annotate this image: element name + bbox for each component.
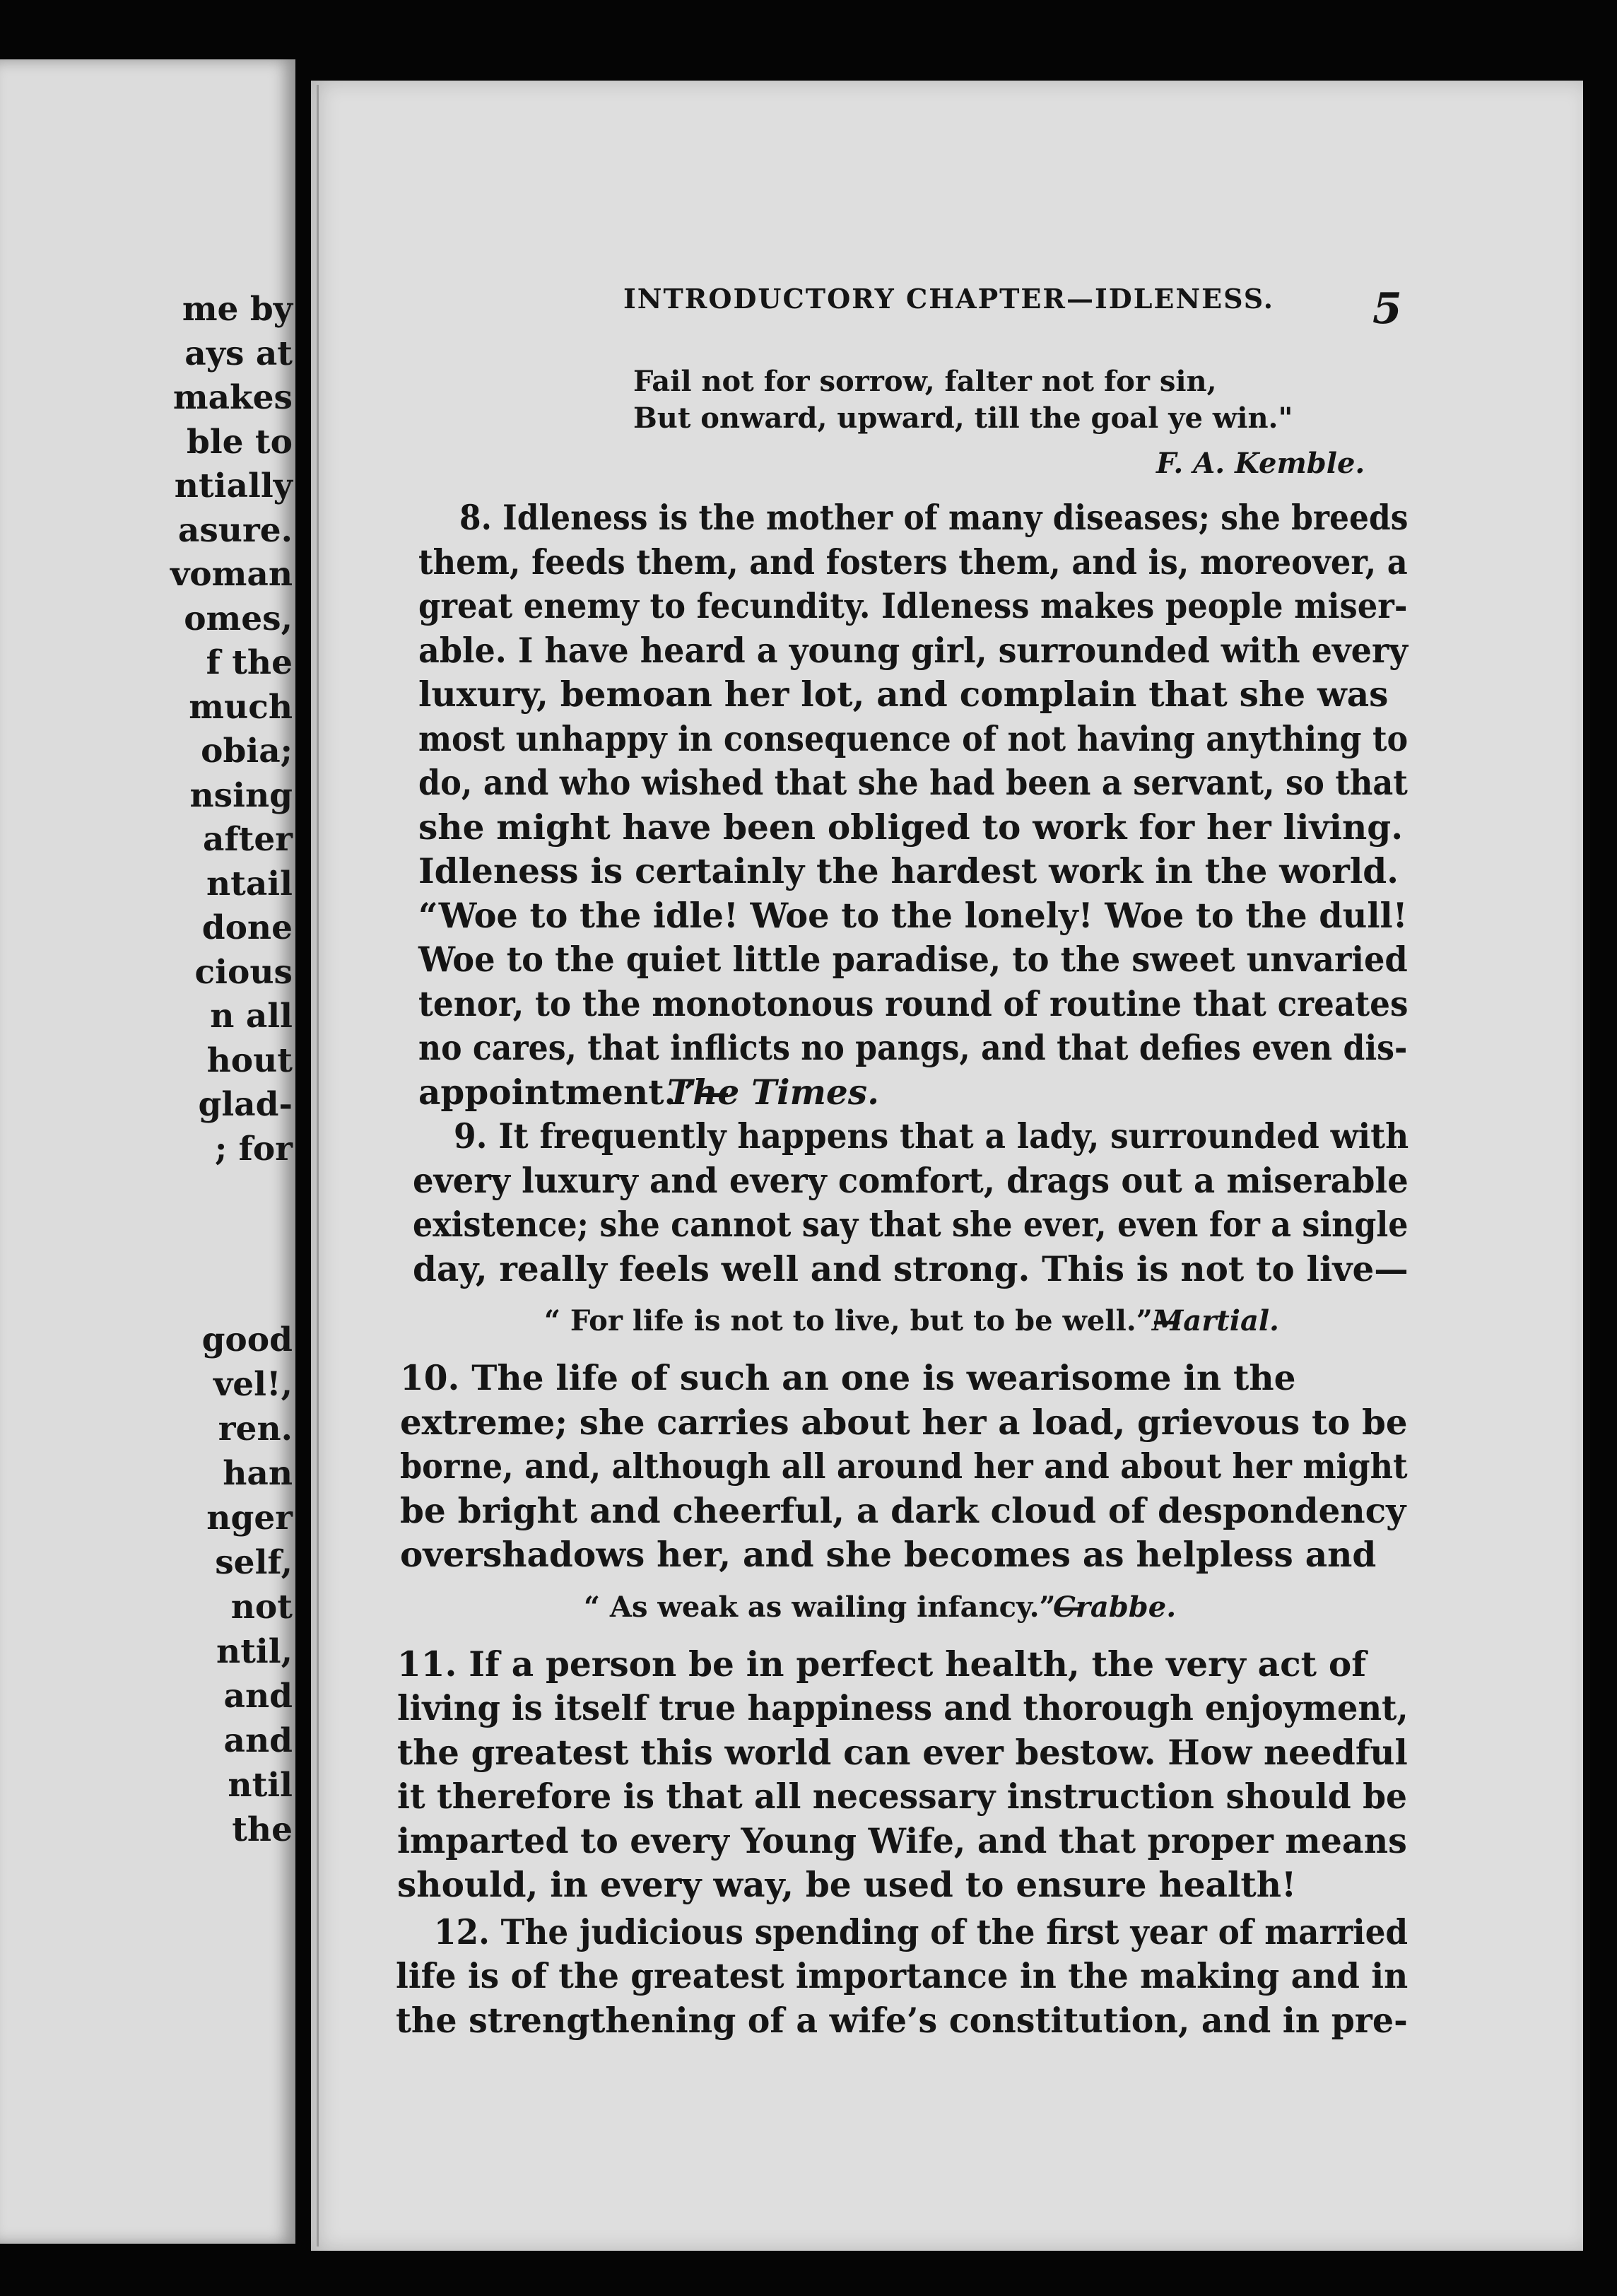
left-page-line: the <box>232 1810 293 1849</box>
paragraph-line: most unhappy in consequence of not having anything to <box>418 718 1409 759</box>
paragraph-line: tenor, to the monotonous round of routine that creates <box>418 983 1409 1024</box>
left-page-line: and <box>223 1677 293 1716</box>
left-page-line: voman <box>170 555 293 594</box>
left-page-line: han <box>223 1454 293 1493</box>
left-page-line: obia; <box>201 732 293 771</box>
paragraph-line: do, and who wished that she had been a servant, so that <box>418 763 1408 803</box>
paragraph-line: living is itself true happiness and thorough enjoyment, <box>397 1688 1409 1728</box>
paragraph-line: 8. Idleness is the mother of many diseases; she breeds <box>459 498 1409 538</box>
paragraph-line: imparted to every Young Wife, and that proper means <box>397 1820 1407 1861</box>
quote-source: Crabbe. <box>1053 1590 1177 1624</box>
left-page-line: nsing <box>189 775 293 815</box>
running-header: INTRODUCTORY CHAPTER—IDLENESS. <box>623 283 1275 315</box>
left-page-line: f the <box>206 643 293 682</box>
paragraph-line: great enemy to fecundity. Idleness makes people miser- <box>418 586 1408 626</box>
left-page-line: ; for <box>214 1129 293 1168</box>
left-page-line: ays at <box>184 334 293 373</box>
left-page-line: after <box>202 820 293 859</box>
paragraph-line: Idleness is certainly the hardest work in the world. <box>418 851 1399 891</box>
paragraph-line: Woe to the quiet little paradise, to the sweet unvaried <box>418 939 1408 980</box>
left-page-line: self, <box>215 1543 293 1582</box>
left-page-line: ren. <box>218 1410 293 1448</box>
paragraph-line: 12. The judicious spending of the first year of married <box>434 1911 1409 1952</box>
left-page-line: ntil <box>228 1766 293 1805</box>
left-page-line: makes <box>172 378 293 417</box>
quote-source: Martial. <box>1152 1304 1279 1337</box>
paragraph-line: able. I have heard a young girl, surrounded with every <box>418 630 1408 671</box>
epigraph-quote: “ As weak as wailing infancy.”— <box>584 1590 1084 1624</box>
left-page-line: nger <box>206 1499 293 1538</box>
left-page-line: good <box>201 1320 293 1359</box>
page-number: 5 <box>1372 284 1402 334</box>
quote-source: The Times. <box>667 1072 879 1113</box>
left-page-line: done <box>201 908 293 947</box>
left-page-line: ntially <box>174 467 293 505</box>
left-page-line: ntil, <box>216 1632 293 1671</box>
paragraph-line: 11. If a person be in perfect health, the very act of <box>397 1644 1367 1685</box>
left-page-line: much <box>189 687 293 727</box>
left-page-line: ntail <box>206 864 293 903</box>
paragraph-line: luxury, bemoan her lot, and complain that she was <box>418 674 1389 715</box>
paragraph-line: no cares, that inflicts no pangs, and that defies even dis- <box>418 1028 1408 1068</box>
left-page-line: cious <box>194 952 293 992</box>
poem-line: Fail not for sorrow, falter not for sin, <box>633 365 1217 398</box>
poem-attribution: F. A. Kemble. <box>1156 447 1365 480</box>
paragraph-line: overshadows her, and she becomes as helpless and <box>400 1535 1377 1575</box>
paragraph-line: the strengthening of a wife’s constitution, and in pre- <box>396 2000 1408 2041</box>
left-page-line: vel!, <box>213 1365 293 1404</box>
left-page-line: n all <box>210 997 293 1036</box>
paragraph-line: them, feeds them, and fosters them, and is, moreover, a <box>418 541 1408 582</box>
poem-line: But onward, upward, till the goal ye win." <box>633 402 1293 435</box>
paragraph-line: should, in every way, be used to ensure health! <box>397 1865 1297 1905</box>
left-page-line: me by <box>182 290 293 329</box>
left-page-line: glad- <box>198 1085 293 1124</box>
paragraph-line: extreme; she carries about her a load, grievous to be <box>400 1402 1408 1443</box>
paragraph-line: 9. It frequently happens that a lady, surrounded with <box>454 1116 1409 1156</box>
left-page-line: asure. <box>177 510 293 550</box>
paragraph-line: existence; she cannot say that she ever, even for a single <box>413 1205 1409 1245</box>
paragraph-line: 10. The life of such an one is wearisome in the <box>400 1358 1296 1398</box>
left-page-line: not <box>230 1588 293 1627</box>
epigraph-quote: “ For life is not to live, but to be well.”— <box>544 1304 1181 1337</box>
paragraph-line: “Woe to the idle! Woe to the lonely! Woe to the dull! <box>418 895 1408 936</box>
paragraph-line: borne, and, although all around her and about her might <box>400 1446 1408 1487</box>
left-page-line: ble to <box>186 422 293 462</box>
paragraph-line: it therefore is that all necessary instruction should be <box>397 1776 1408 1817</box>
paragraph-line: appointment.”— <box>418 1072 730 1113</box>
paragraph-line: day, really feels well and strong. This is not to live— <box>413 1248 1409 1289</box>
left-page-line: omes, <box>184 599 293 638</box>
paragraph-line: she might have been obliged to work for her living. <box>418 807 1404 848</box>
left-page-line: hout <box>206 1041 293 1080</box>
paragraph-line: the greatest this world can ever bestow. How needful <box>397 1732 1408 1773</box>
paragraph-line: every luxury and every comfort, drags out a miserable <box>413 1160 1409 1201</box>
paragraph-line: be bright and cheerful, a dark cloud of despondency <box>400 1490 1406 1531</box>
left-page-line: and <box>223 1721 293 1760</box>
paragraph-line: life is of the greatest importance in the making and in <box>396 1956 1409 1996</box>
left-page <box>0 59 295 2244</box>
